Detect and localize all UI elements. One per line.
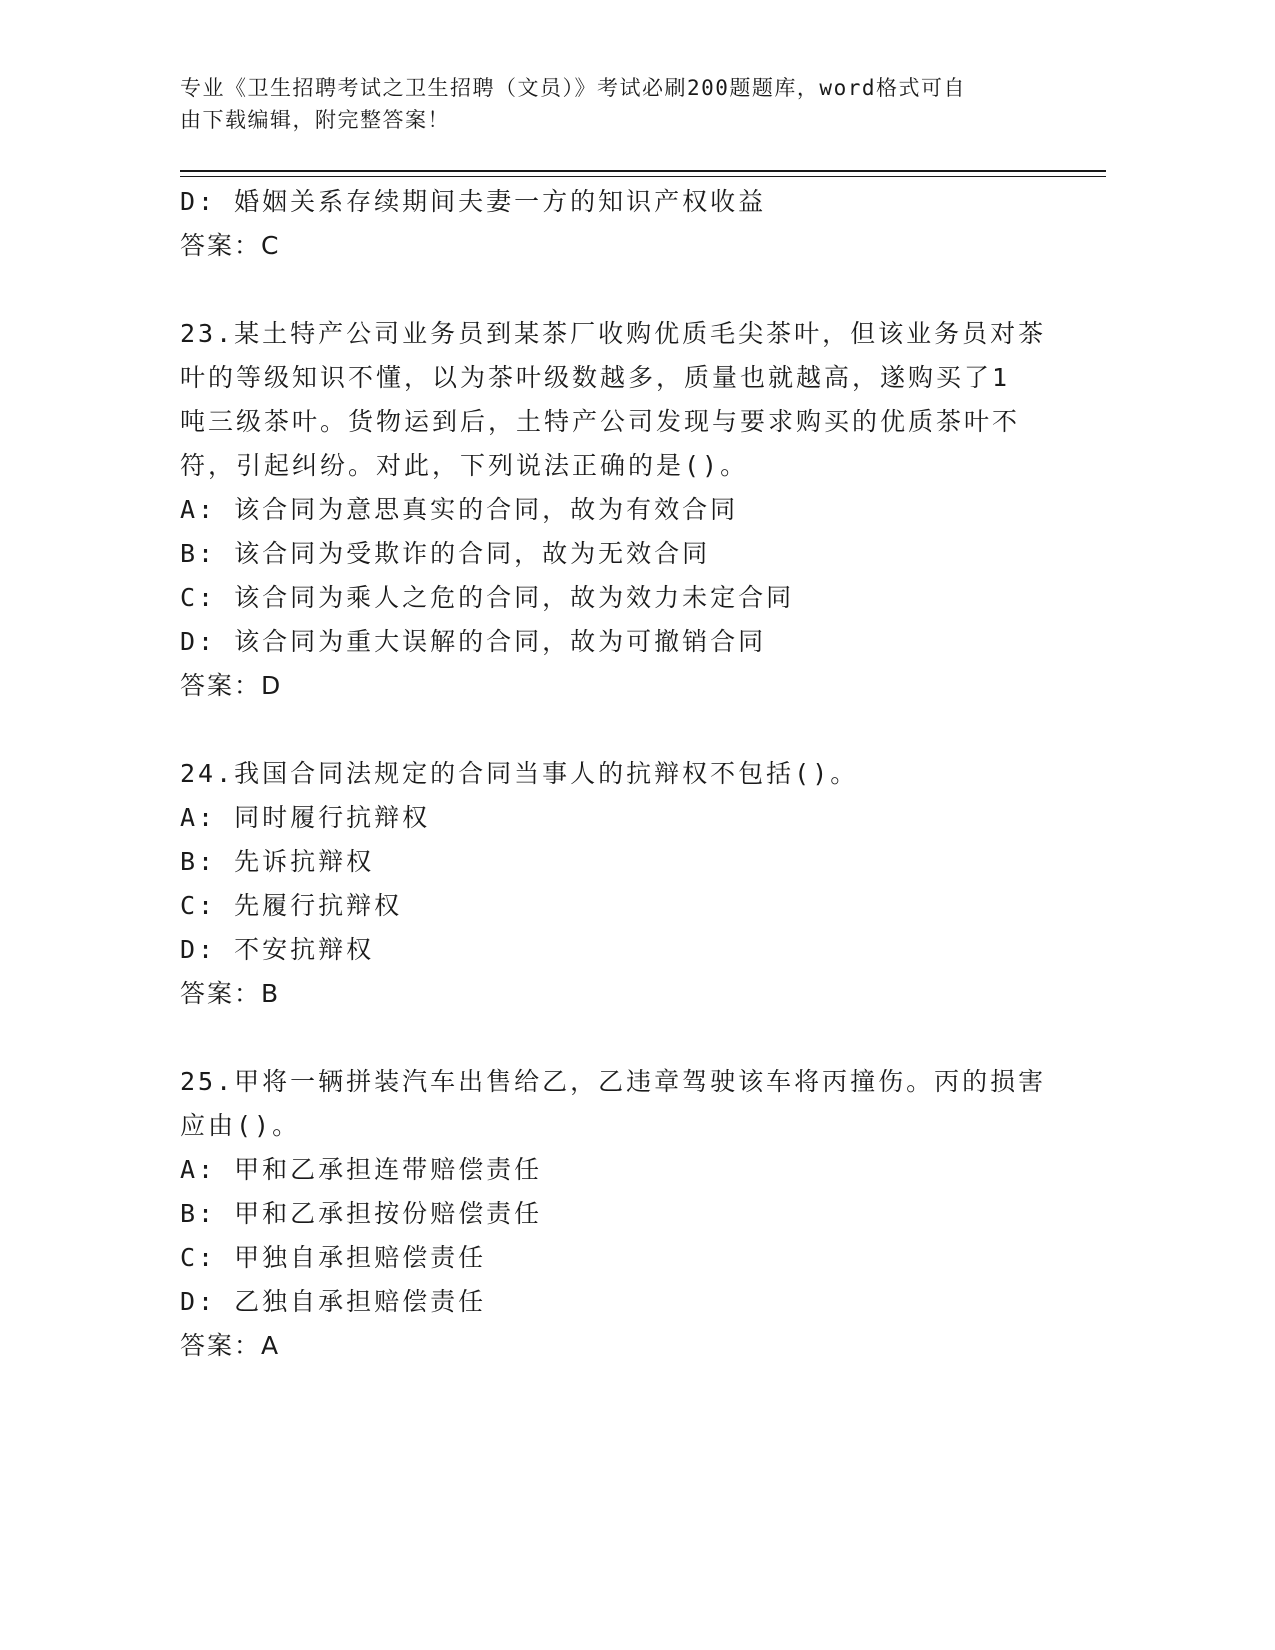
- option-d: D: 该合同为重大误解的合同，故为可撤销合同: [180, 627, 767, 656]
- question-text-line: 23.某土特产公司业务员到某茶厂收购优质毛尖茶叶，但该业务员对茶: [180, 319, 1047, 348]
- option-a: A: 同时履行抗辩权: [180, 803, 431, 832]
- answer-line: 答案：C: [180, 231, 281, 260]
- question-text-line: 吨三级茶叶。货物运到后，土特产公司发现与要求购买的优质茶叶不: [180, 407, 1021, 436]
- spacer: [180, 1016, 1040, 1060]
- question-text-line: 叶的等级知识不懂，以为茶叶级数越多，质量也就越高，遂购买了1: [180, 363, 1011, 392]
- question-25: [180, 1060, 1047, 1368]
- question-text-line: 符，引起纠纷。对此，下列说法正确的是()。: [180, 451, 749, 480]
- question-content: [180, 180, 1047, 1368]
- previous-question-tail: [180, 180, 1040, 268]
- header-divider-thick: [180, 170, 1106, 172]
- option-c: C: 该合同为乘人之危的合同，故为效力未定合同: [180, 583, 795, 612]
- document-header: [180, 72, 1040, 136]
- option-a: A: 该合同为意思真实的合同，故为有效合同: [180, 495, 739, 524]
- option-b: B: 该合同为受欺诈的合同，故为无效合同: [180, 539, 711, 568]
- option-d: D: 婚姻关系存续期间夫妻一方的知识产权收益: [180, 187, 767, 216]
- option-d: D: 乙独自承担赔偿责任: [180, 1287, 487, 1316]
- answer-line: 答案：A: [180, 1331, 281, 1360]
- option-b: B: 甲和乙承担按份赔偿责任: [180, 1199, 543, 1228]
- question-23: [180, 312, 1047, 708]
- spacer: [180, 708, 1040, 752]
- header-line: 由下载编辑，附完整答案！: [180, 108, 450, 132]
- question-text-line: 应由()。: [180, 1111, 301, 1140]
- header-line: 专业《卫生招聘考试之卫生招聘（文员）》考试必刷200题题库，word格式可自: [180, 76, 966, 100]
- question-text-line: 25.甲将一辆拼装汽车出售给乙，乙违章驾驶该车将丙撞伤。丙的损害: [180, 1067, 1047, 1096]
- answer-line: 答案：D: [180, 671, 283, 700]
- option-c: C: 甲独自承担赔偿责任: [180, 1243, 487, 1272]
- option-d: D: 不安抗辩权: [180, 935, 375, 964]
- option-a: A: 甲和乙承担连带赔偿责任: [180, 1155, 543, 1184]
- option-c: C: 先履行抗辩权: [180, 891, 403, 920]
- question-24: [180, 752, 1040, 1016]
- spacer: [180, 268, 1040, 312]
- header-divider-thin: [180, 176, 1106, 177]
- question-text-line: 24.我国合同法规定的合同当事人的抗辩权不包括()。: [180, 759, 859, 788]
- answer-line: 答案：B: [180, 979, 281, 1008]
- option-b: B: 先诉抗辩权: [180, 847, 375, 876]
